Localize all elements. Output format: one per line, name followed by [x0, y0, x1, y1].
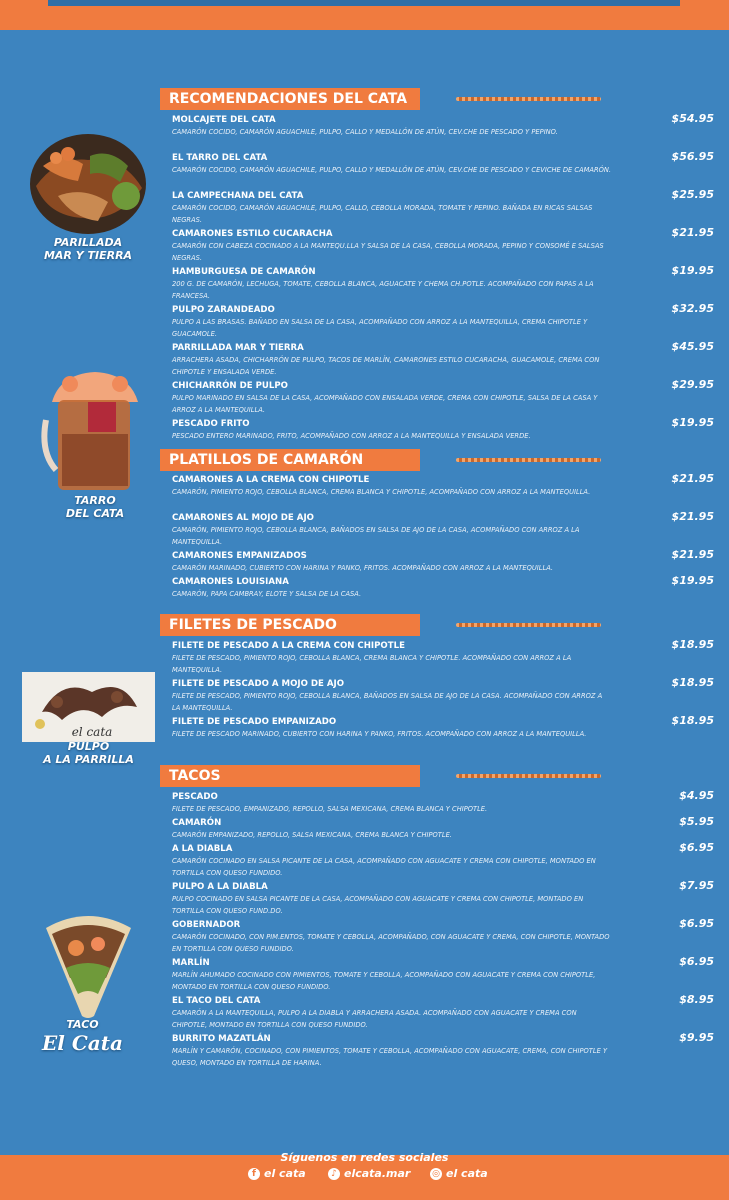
item-price: $6.95	[679, 841, 714, 854]
item-description: MARLÍN Y CAMARÓN, COCINADO, CON PIMIENTOS, TOMATE Y CEBOLLA, ACOMPAÑADO CON AGUACATE, CREMA, CON CHIPOTLE Y QUESO, MONTADO EN TORTILLA DE HARINA.	[172, 1047, 608, 1067]
item-price: $25.95	[671, 188, 714, 201]
menu-item	[172, 919, 712, 957]
instagram-handle: el cata	[446, 1167, 488, 1180]
item-description: PESCADO ENTERO MARINADO, FRITO, ACOMPAÑADO CON ARROZ A LA MANTEQUILLA Y ENSALADA VERDE.	[172, 432, 531, 440]
taco-photo	[36, 908, 141, 1020]
item-list	[172, 114, 712, 444]
menu-item	[172, 716, 712, 754]
facebook-handle: el cata	[264, 1167, 306, 1180]
item-description: FILETE DE PESCADO, PIMIENTO ROJO, CEBOLLA BLANCA, CREMA BLANCA Y CHIPOTLE. ACOMPAÑADO CON ARROZ A LA MANTEQUILLA.	[172, 654, 572, 674]
pulpo-label-line1: PULPO	[67, 740, 110, 753]
item-price: $45.95	[671, 340, 714, 353]
item-description: CAMARÓN COCINADO, CON PIM.ENTOS, TOMATE Y CEBOLLA, ACOMPAÑADO, CON AGUACATE Y CREMA, CON CHIPOTLE, MONTADO EN TORTILLA CON QUESO FUNDIDO.	[172, 933, 610, 953]
section-tacos	[160, 765, 720, 1067]
taco-label-line1: TACO	[66, 1018, 99, 1031]
section-title: RECOMENDACIONES DEL CATA	[160, 88, 420, 110]
item-description: CAMARÓN, PAPA CAMBRAY, ELOTE Y SALSA DE LA CASA.	[172, 590, 362, 598]
section-platillos-camaron	[160, 449, 720, 598]
item-price: $9.95	[679, 1031, 714, 1044]
item-list	[172, 791, 712, 1071]
item-price: $19.95	[671, 416, 714, 429]
item-name: FILETE DE PESCADO A LA CREMA CON CHIPOTLE	[172, 641, 405, 651]
rope-decoration	[456, 623, 601, 627]
item-price: $21.95	[671, 548, 714, 561]
menu-item	[172, 957, 712, 995]
social-tiktok-link[interactable]	[328, 1167, 410, 1180]
item-name: CAMARONES AL MOJO DE AJO	[172, 513, 314, 523]
item-price: $18.95	[671, 714, 714, 727]
item-description: PULPO COCINADO EN SALSA PICANTE DE LA CASA, ACOMPAÑADO CON AGUACATE Y CREMA CON CHIPOTLE, MONTADO EN TORTILLA CON QUESO FUND.DO.	[172, 895, 584, 915]
menu-item	[172, 817, 712, 843]
item-name: EL TACO DEL CATA	[172, 996, 261, 1006]
item-price: $21.95	[671, 472, 714, 485]
item-price: $19.95	[671, 574, 714, 587]
item-name: CAMARONES ESTILO CUCARACHA	[172, 229, 333, 239]
parrillada-photo	[28, 126, 148, 238]
item-name: FILETE DE PESCADO EMPANIZADO	[172, 717, 337, 727]
item-name: PULPO A LA DIABLA	[172, 882, 268, 892]
menu-item	[172, 474, 712, 512]
section-header	[160, 765, 720, 787]
item-name: CHICHARRÓN DE PULPO	[172, 381, 288, 391]
rope-decoration	[456, 774, 601, 778]
menu-item	[172, 791, 712, 817]
tarro-label	[40, 494, 150, 520]
item-description: CAMARÓN, PIMIENTO ROJO, CEBOLLA BLANCA, BAÑADOS EN SALSA DE AJO DE LA CASA, ACOMPAÑADO CON ARROZ A LA MANTEQUILLA.	[172, 526, 580, 546]
item-name: HAMBURGUESA DE CAMARÓN	[172, 267, 316, 277]
item-description: MARLÍN AHUMADO COCINADO CON PIMIENTOS, TOMATE Y CEBOLLA, ACOMPAÑADO CON AGUACATE Y CREMA CON CHIPOTLE, MONTADO EN TORTILLA CON QUESO FUNDIDO.	[172, 971, 596, 991]
menu-item	[172, 266, 712, 304]
tiktok-handle: elcata.mar	[344, 1167, 411, 1180]
tiktok-icon: ♪	[328, 1168, 340, 1180]
section-header	[160, 88, 720, 110]
menu-item	[172, 550, 712, 576]
item-description: PULPO A LAS BRASAS. BAÑADO EN SALSA DE LA CASA, ACOMPAÑADO CON ARROZ A LA MANTEQUILLA, CREMA CHIPOTLE Y GUACAMOLE.	[172, 318, 588, 338]
item-description: CAMARÓN EMPANIZADO, REPOLLO, SALSA MEXICANA, CREMA BLANCA Y CHIPOTLE.	[172, 831, 452, 839]
item-name: GOBERNADOR	[172, 920, 241, 930]
item-name: MOLCAJETE DEL CATA	[172, 115, 276, 125]
menu-item	[172, 304, 712, 342]
item-price: $29.95	[671, 378, 714, 391]
item-price: $6.95	[679, 917, 714, 930]
menu-item	[172, 114, 712, 152]
item-list	[172, 474, 712, 602]
pulpo-label	[22, 740, 155, 766]
parrillada-label	[28, 236, 148, 262]
item-name: MARLÍN	[172, 958, 210, 968]
item-name: PARRILLADA MAR Y TIERRA	[172, 343, 304, 353]
parrillada-label-line2: MAR Y TIERRA	[43, 249, 133, 262]
menu-item	[172, 190, 712, 228]
menu-item	[172, 418, 712, 444]
menu-item	[172, 881, 712, 919]
item-name: CAMARONES EMPANIZADOS	[172, 551, 307, 561]
item-price: $18.95	[671, 676, 714, 689]
item-name: A LA DIABLA	[172, 844, 233, 854]
item-name: LA CAMPECHANA DEL CATA	[172, 191, 304, 201]
instagram-icon: ◎	[430, 1168, 442, 1180]
menu-item	[172, 380, 712, 418]
rope-decoration	[456, 97, 601, 101]
menu-item	[172, 342, 712, 380]
item-description: 200 G. DE CAMARÓN, LECHUGA, TOMATE, CEBOLLA BLANCA, AGUACATE Y CHEMA CH.POTLE. ACOMPAÑADO CON PAPAS A LA FRANCESA.	[172, 280, 594, 300]
item-name: CAMARONES A LA CREMA CON CHIPOTLE	[172, 475, 370, 485]
item-price: $8.95	[679, 993, 714, 1006]
item-price: $54.95	[671, 112, 714, 125]
item-description: FILETE DE PESCADO, PIMIENTO ROJO, CEBOLLA BLANCA, BAÑADOS EN SALSA DE AJO DE LA CASA. ACOMPAÑADO CON ARROZ A LA MANTEQUILLA.	[172, 692, 603, 712]
tarro-label-line2: DEL CATA	[65, 507, 125, 520]
menu-item	[172, 678, 712, 716]
item-description: FILETE DE PESCADO MARINADO, CUBIERTO CON HARINA Y PANKO, FRITOS. ACOMPAÑADO CON ARROZ A LA MANTEQUILLA.	[172, 730, 587, 738]
item-name: CAMARÓN	[172, 818, 222, 828]
item-description: CAMARÓN COCIDO, CAMARÓN AGUACHILE, PULPO, CALLO Y MEDALLÓN DE ATÚN, CEV.CHE DE PESCADO Y CEVICHE DE CAMARÓN.	[172, 166, 612, 174]
item-list	[172, 640, 712, 754]
parrillada-label-line1: PARILLADA	[53, 236, 123, 249]
social-title: Síguenos en redes sociales	[280, 1151, 449, 1164]
section-title: PLATILLOS DE CAMARÓN	[160, 449, 420, 471]
item-price: $21.95	[671, 226, 714, 239]
menu-item	[172, 152, 712, 190]
item-description: FILETE DE PESCADO, EMPANIZADO, REPOLLO, SALSA MEXICANA, CREMA BLANCA Y CHIPOTLE.	[172, 805, 488, 813]
item-price: $4.95	[679, 789, 714, 802]
menu-item	[172, 576, 712, 602]
pulpo-photo	[22, 672, 155, 742]
item-price: $19.95	[671, 264, 714, 277]
taco-label-line2: El Cata	[42, 1031, 123, 1055]
item-price: $7.95	[679, 879, 714, 892]
pulpo-label-line2: A LA PARRILLA	[43, 753, 134, 766]
item-name: BURRITO MAZATLÁN	[172, 1034, 271, 1044]
section-header	[160, 449, 720, 471]
rope-decoration	[456, 458, 601, 462]
social-facebook-link[interactable]	[248, 1167, 306, 1180]
item-price: $5.95	[679, 815, 714, 828]
tarro-label-line1: TARRO	[74, 494, 116, 507]
menu-item	[172, 1033, 712, 1071]
tarro-photo	[40, 362, 150, 494]
item-name: FILETE DE PESCADO A MOJO DE AJO	[172, 679, 345, 689]
plate-text: el cata	[71, 725, 113, 739]
section-header	[160, 614, 720, 636]
facebook-icon: f	[248, 1168, 260, 1180]
top-banner	[0, 0, 729, 30]
item-description: CAMARÓN COCIDO, CAMARÓN AGUACHILE, PULPO, CALLO, CEBOLLA MORADA, TOMATE Y PEPINO. BAÑADA EN RICAS SALSAS NEGRAS.	[172, 204, 593, 224]
item-description: CAMARÓN A LA MANTEQUILLA, PULPO A LA DIABLA Y ARRACHERA ASADA. ACOMPAÑADO CON AGUACATE Y CREMA CON CHIPOTLE, MONTADO EN TORTILLA CON QUESO FUNDIDO.	[172, 1009, 577, 1029]
item-price: $18.95	[671, 638, 714, 651]
item-description: CAMARÓN, PIMIENTO ROJO, CEBOLLA BLANCA, CREMA BLANCA Y CHIPOTLE, ACOMPAÑADO CON ARROZ A LA MANTEQUILLA.	[172, 488, 591, 496]
menu-item	[172, 843, 712, 881]
item-price: $32.95	[671, 302, 714, 315]
item-description: CAMARÓN CON CABEZA COCINADO A LA MANTEQU.LLA Y SALSA DE LA CASA, CEBOLLA MORADA, PEPINO Y CONSOMÉ E SALSAS NEGRAS.	[172, 242, 604, 262]
item-name: PULPO ZARANDEADO	[172, 305, 275, 315]
item-price: $21.95	[671, 510, 714, 523]
item-name: CAMARONES LOUISIANA	[172, 577, 289, 587]
item-description: PULPO MARINADO EN SALSA DE LA CASA, ACOMPAÑADO CON ENSALADA VERDE, CREMA CON CHIPOTLE, SALSA DE LA CASA Y ARROZ A LA MANTEQUILLA.	[172, 394, 598, 414]
section-recomendaciones	[160, 88, 720, 440]
item-name: EL TARRO DEL CATA	[172, 153, 268, 163]
menu-item	[172, 512, 712, 550]
menu-item	[172, 640, 712, 678]
section-filetes-pescado	[160, 614, 720, 738]
section-title: TACOS	[160, 765, 420, 787]
item-description: ARRACHERA ASADA, CHICHARRÓN DE PULPO, TACOS DE MARLÍN, CAMARONES ESTILO CUCARACHA, GUACAMOLE, CREMA CON CHIPOTLE Y ENSALADA VERDE.	[172, 356, 600, 376]
menu-item	[172, 995, 712, 1033]
item-description: CAMARÓN MARINADO, CUBIERTO CON HARINA Y PANKO, FRITOS. ACOMPAÑADO CON ARROZ A LA MANTEQUILLA.	[172, 564, 554, 572]
top-banner-notch	[48, 0, 680, 6]
item-name: PESCADO	[172, 792, 218, 802]
item-price: $56.95	[671, 150, 714, 163]
section-title: FILETES DE PESCADO	[160, 614, 420, 636]
social-instagram-link[interactable]	[430, 1167, 488, 1180]
item-description: CAMARÓN COCIDO, CAMARÓN AGUACHILE, PULPO, CALLO Y MEDALLÓN DE ATÚN, CEV.CHE DE PESCADO Y PEPINO.	[172, 128, 558, 136]
item-name: PESCADO FRITO	[172, 419, 250, 429]
item-price: $6.95	[679, 955, 714, 968]
menu-item	[172, 228, 712, 266]
item-description: CAMARÓN COCINADO EN SALSA PICANTE DE LA CASA, ACOMPAÑADO CON AGUACATE Y CREMA CON CHIPOTLE, MONTADO EN TORTILLA CON QUESO FUNDIDO.	[172, 857, 596, 877]
taco-label	[30, 1018, 135, 1055]
